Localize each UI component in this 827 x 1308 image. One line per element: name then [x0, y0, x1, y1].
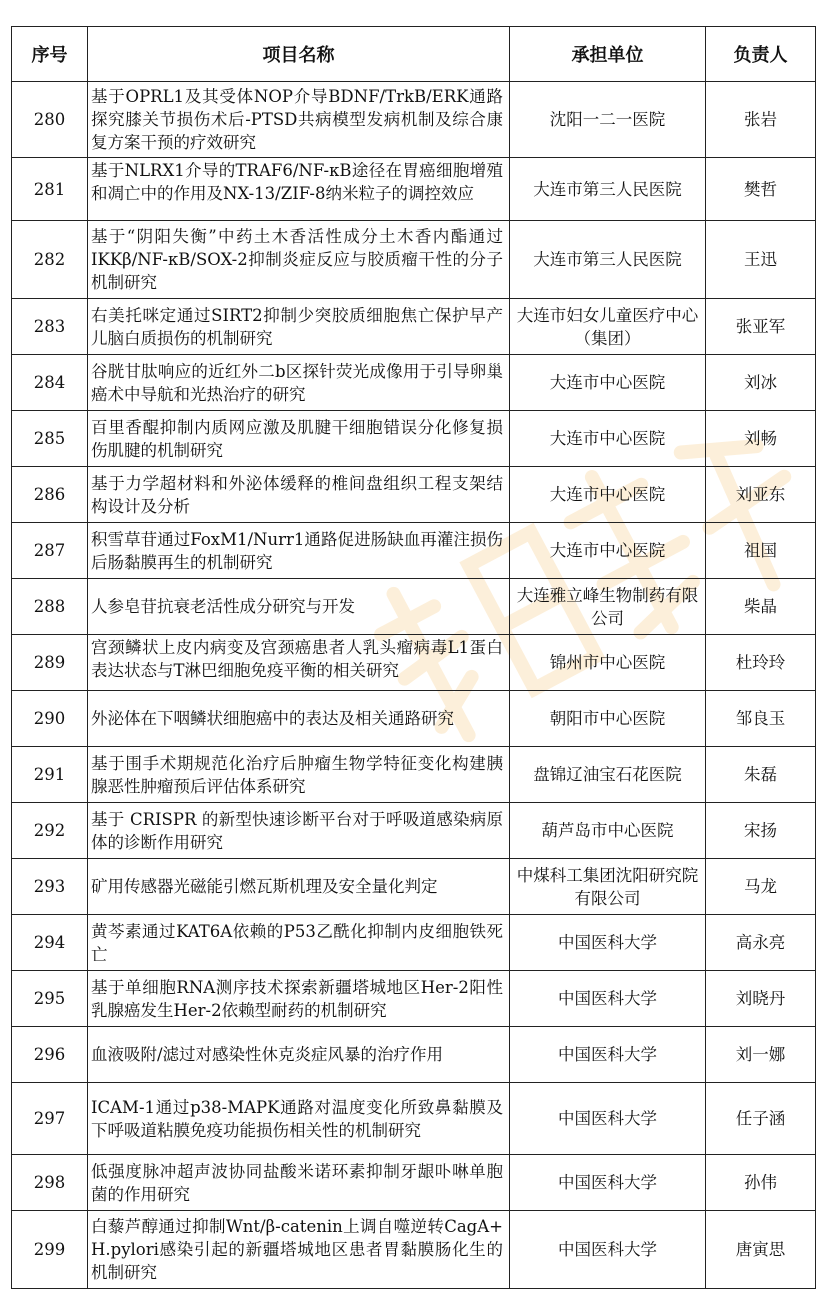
row-num: 290 [12, 691, 88, 747]
row-num: 281 [12, 158, 88, 221]
project-name: 右美托咪定通过SIRT2抑制少突胶质细胞焦亡保护早产儿脑白质损伤的机制研究 [88, 299, 510, 355]
project-name: 矿用传感器光磁能引燃瓦斯机理及安全量化判定 [88, 859, 510, 915]
project-name: 外泌体在下咽鳞状细胞癌中的表达及相关通路研究 [88, 691, 510, 747]
organization: 沈阳一二一医院 [510, 82, 706, 158]
row-num: 289 [12, 635, 88, 691]
table-row [12, 158, 816, 221]
project-name: 基于围手术期规范化治疗后肿瘤生物学特征变化构建胰腺恶性肿瘤预后评估体系研究 [88, 747, 510, 803]
row-num: 296 [12, 1027, 88, 1083]
person-in-charge: 高永亮 [706, 915, 816, 971]
person-in-charge: 刘冰 [706, 355, 816, 411]
table-row [12, 803, 816, 859]
table-row [12, 299, 816, 355]
table-row [12, 635, 816, 691]
person-in-charge: 邹良玉 [706, 691, 816, 747]
table-row [12, 1155, 816, 1211]
row-num: 291 [12, 747, 88, 803]
person-in-charge: 马龙 [706, 859, 816, 915]
row-num: 294 [12, 915, 88, 971]
project-name [88, 158, 510, 221]
row-num: 280 [12, 82, 88, 158]
header-person: 负责人 [706, 27, 816, 82]
organization: 大连市中心医院 [510, 523, 706, 579]
organization: 葫芦岛市中心医院 [510, 803, 706, 859]
organization: 中国医科大学 [510, 1083, 706, 1155]
table-row [12, 1027, 816, 1083]
row-num: 286 [12, 467, 88, 523]
person-in-charge: 刘畅 [706, 411, 816, 467]
header-name: 项目名称 [88, 27, 510, 82]
table-row [12, 355, 816, 411]
table-row [12, 411, 816, 467]
organization: 大连市中心医院 [510, 467, 706, 523]
row-num: 292 [12, 803, 88, 859]
organization: 中国医科大学 [510, 1155, 706, 1211]
table-row [12, 82, 816, 158]
project-name: 人参皂苷抗衰老活性成分研究与开发 [88, 579, 510, 635]
row-num: 295 [12, 971, 88, 1027]
header-unit: 承担单位 [510, 27, 706, 82]
table-row [12, 467, 816, 523]
person-in-charge: 任子涵 [706, 1083, 816, 1155]
row-num: 297 [12, 1083, 88, 1155]
table-row [12, 915, 816, 971]
project-name [88, 635, 510, 691]
project-name: 基于单细胞RNA测序技术探索新疆塔城地区Her-2阳性乳腺癌发生Her-2依赖型耐药的机制研究 [88, 971, 510, 1027]
row-num: 284 [12, 355, 88, 411]
organization: 盘锦辽油宝石花医院 [510, 747, 706, 803]
person-in-charge: 朱磊 [706, 747, 816, 803]
project-name: 白藜芦醇通过抑制Wnt/β-catenin上调自噬逆转CagA+ H.pylori感染引起的新疆塔城地区患者胃黏膜肠化生的机制研究 [88, 1211, 510, 1289]
person-in-charge: 唐寅思 [706, 1211, 816, 1289]
project-name-text: 基于NLRX1介导的TRAF6/NF-κB途径在胃癌细胞增殖和凋亡中的作用及NX-13/ZIF-8纳米粒子的调控效应 [91, 161, 503, 203]
person-in-charge: 张亚军 [706, 299, 816, 355]
project-name: ICAM-1通过p38-MAPK通路对温度变化所致鼻黏膜及下呼吸道粘膜免疫功能损伤相关性的机制研究 [88, 1083, 510, 1155]
person-in-charge: 宋扬 [706, 803, 816, 859]
row-num: 298 [12, 1155, 88, 1211]
project-name: 百里香醌抑制内质网应激及肌腱干细胞错误分化修复损伤肌腱的机制研究 [88, 411, 510, 467]
organization: 朝阳市中心医院 [510, 691, 706, 747]
person-in-charge: 刘亚东 [706, 467, 816, 523]
row-num: 299 [12, 1211, 88, 1289]
organization: 大连市中心医院 [510, 355, 706, 411]
project-name-text: 宫颈鳞状上皮内病变及宫颈癌患者人乳头瘤病毒L1蛋白表达状态与T淋巴细胞免疫平衡的相关研究 [91, 638, 503, 680]
header-row [12, 27, 816, 82]
table-row [12, 523, 816, 579]
organization: 中国医科大学 [510, 971, 706, 1027]
header-num: 序号 [12, 27, 88, 82]
row-num: 288 [12, 579, 88, 635]
organization: 大连市第三人民医院 [510, 158, 706, 221]
table-row [12, 691, 816, 747]
organization: 大连市妇女儿童医疗中心（集团） [510, 299, 706, 355]
project-name: 基于力学超材料和外泌体缓释的椎间盘组织工程支架结构设计及分析 [88, 467, 510, 523]
project-name: 基于 CRISPR 的新型快速诊断平台对于呼吸道感染病原体的诊断作用研究 [88, 803, 510, 859]
project-name: 谷胱甘肽响应的近红外二b区探针荧光成像用于引导卵巢癌术中导航和光热治疗的研究 [88, 355, 510, 411]
row-num: 293 [12, 859, 88, 915]
project-name: 血液吸附/滤过对感染性休克炎症风暴的治疗作用 [88, 1027, 510, 1083]
project-name: 低强度脉冲超声波协同盐酸米诺环素抑制牙龈卟啉单胞菌的作用研究 [88, 1155, 510, 1211]
table-row [12, 1083, 816, 1155]
project-table [11, 26, 816, 1289]
table-row [12, 971, 816, 1027]
person-in-charge: 孙伟 [706, 1155, 816, 1211]
person-in-charge: 张岩 [706, 82, 816, 158]
organization: 锦州市中心医院 [510, 635, 706, 691]
table-row [12, 1211, 816, 1289]
table-row [12, 579, 816, 635]
person-in-charge: 王迅 [706, 221, 816, 299]
organization: 中国医科大学 [510, 1027, 706, 1083]
project-name: 基于OPRL1及其受体NOP介导BDNF/TrkB/ERK通路探究膝关节损伤术后-PTSD共病模型发病机制及综合康复方案干预的疗效研究 [88, 82, 510, 158]
project-name: 黄芩素通过KAT6A依赖的P53乙酰化抑制内皮细胞铁死亡 [88, 915, 510, 971]
row-num: 287 [12, 523, 88, 579]
row-num: 285 [12, 411, 88, 467]
row-num: 282 [12, 221, 88, 299]
organization: 中煤科工集团沈阳研究院有限公司 [510, 859, 706, 915]
table-row [12, 221, 816, 299]
row-num: 283 [12, 299, 88, 355]
person-in-charge: 樊哲 [706, 158, 816, 221]
table-row [12, 859, 816, 915]
project-name: 基于“阴阳失衡”中药土木香活性成分土木香内酯通过IKKβ/NF-κB/SOX-2抑制炎症反应与胶质瘤干性的分子机制研究 [88, 221, 510, 299]
project-name: 积雪草苷通过FoxM1/Nurr1通路促进肠缺血再灌注损伤后肠黏膜再生的机制研究 [88, 523, 510, 579]
person-in-charge: 刘晓丹 [706, 971, 816, 1027]
person-in-charge: 柴晶 [706, 579, 816, 635]
table-row [12, 747, 816, 803]
person-in-charge: 祖国 [706, 523, 816, 579]
organization: 大连市第三人民医院 [510, 221, 706, 299]
organization: 中国医科大学 [510, 915, 706, 971]
organization: 大连雅立峰生物制药有限公司 [510, 579, 706, 635]
organization: 大连市中心医院 [510, 411, 706, 467]
organization: 中国医科大学 [510, 1211, 706, 1289]
person-in-charge: 刘一娜 [706, 1027, 816, 1083]
person-in-charge: 杜玲玲 [706, 635, 816, 691]
